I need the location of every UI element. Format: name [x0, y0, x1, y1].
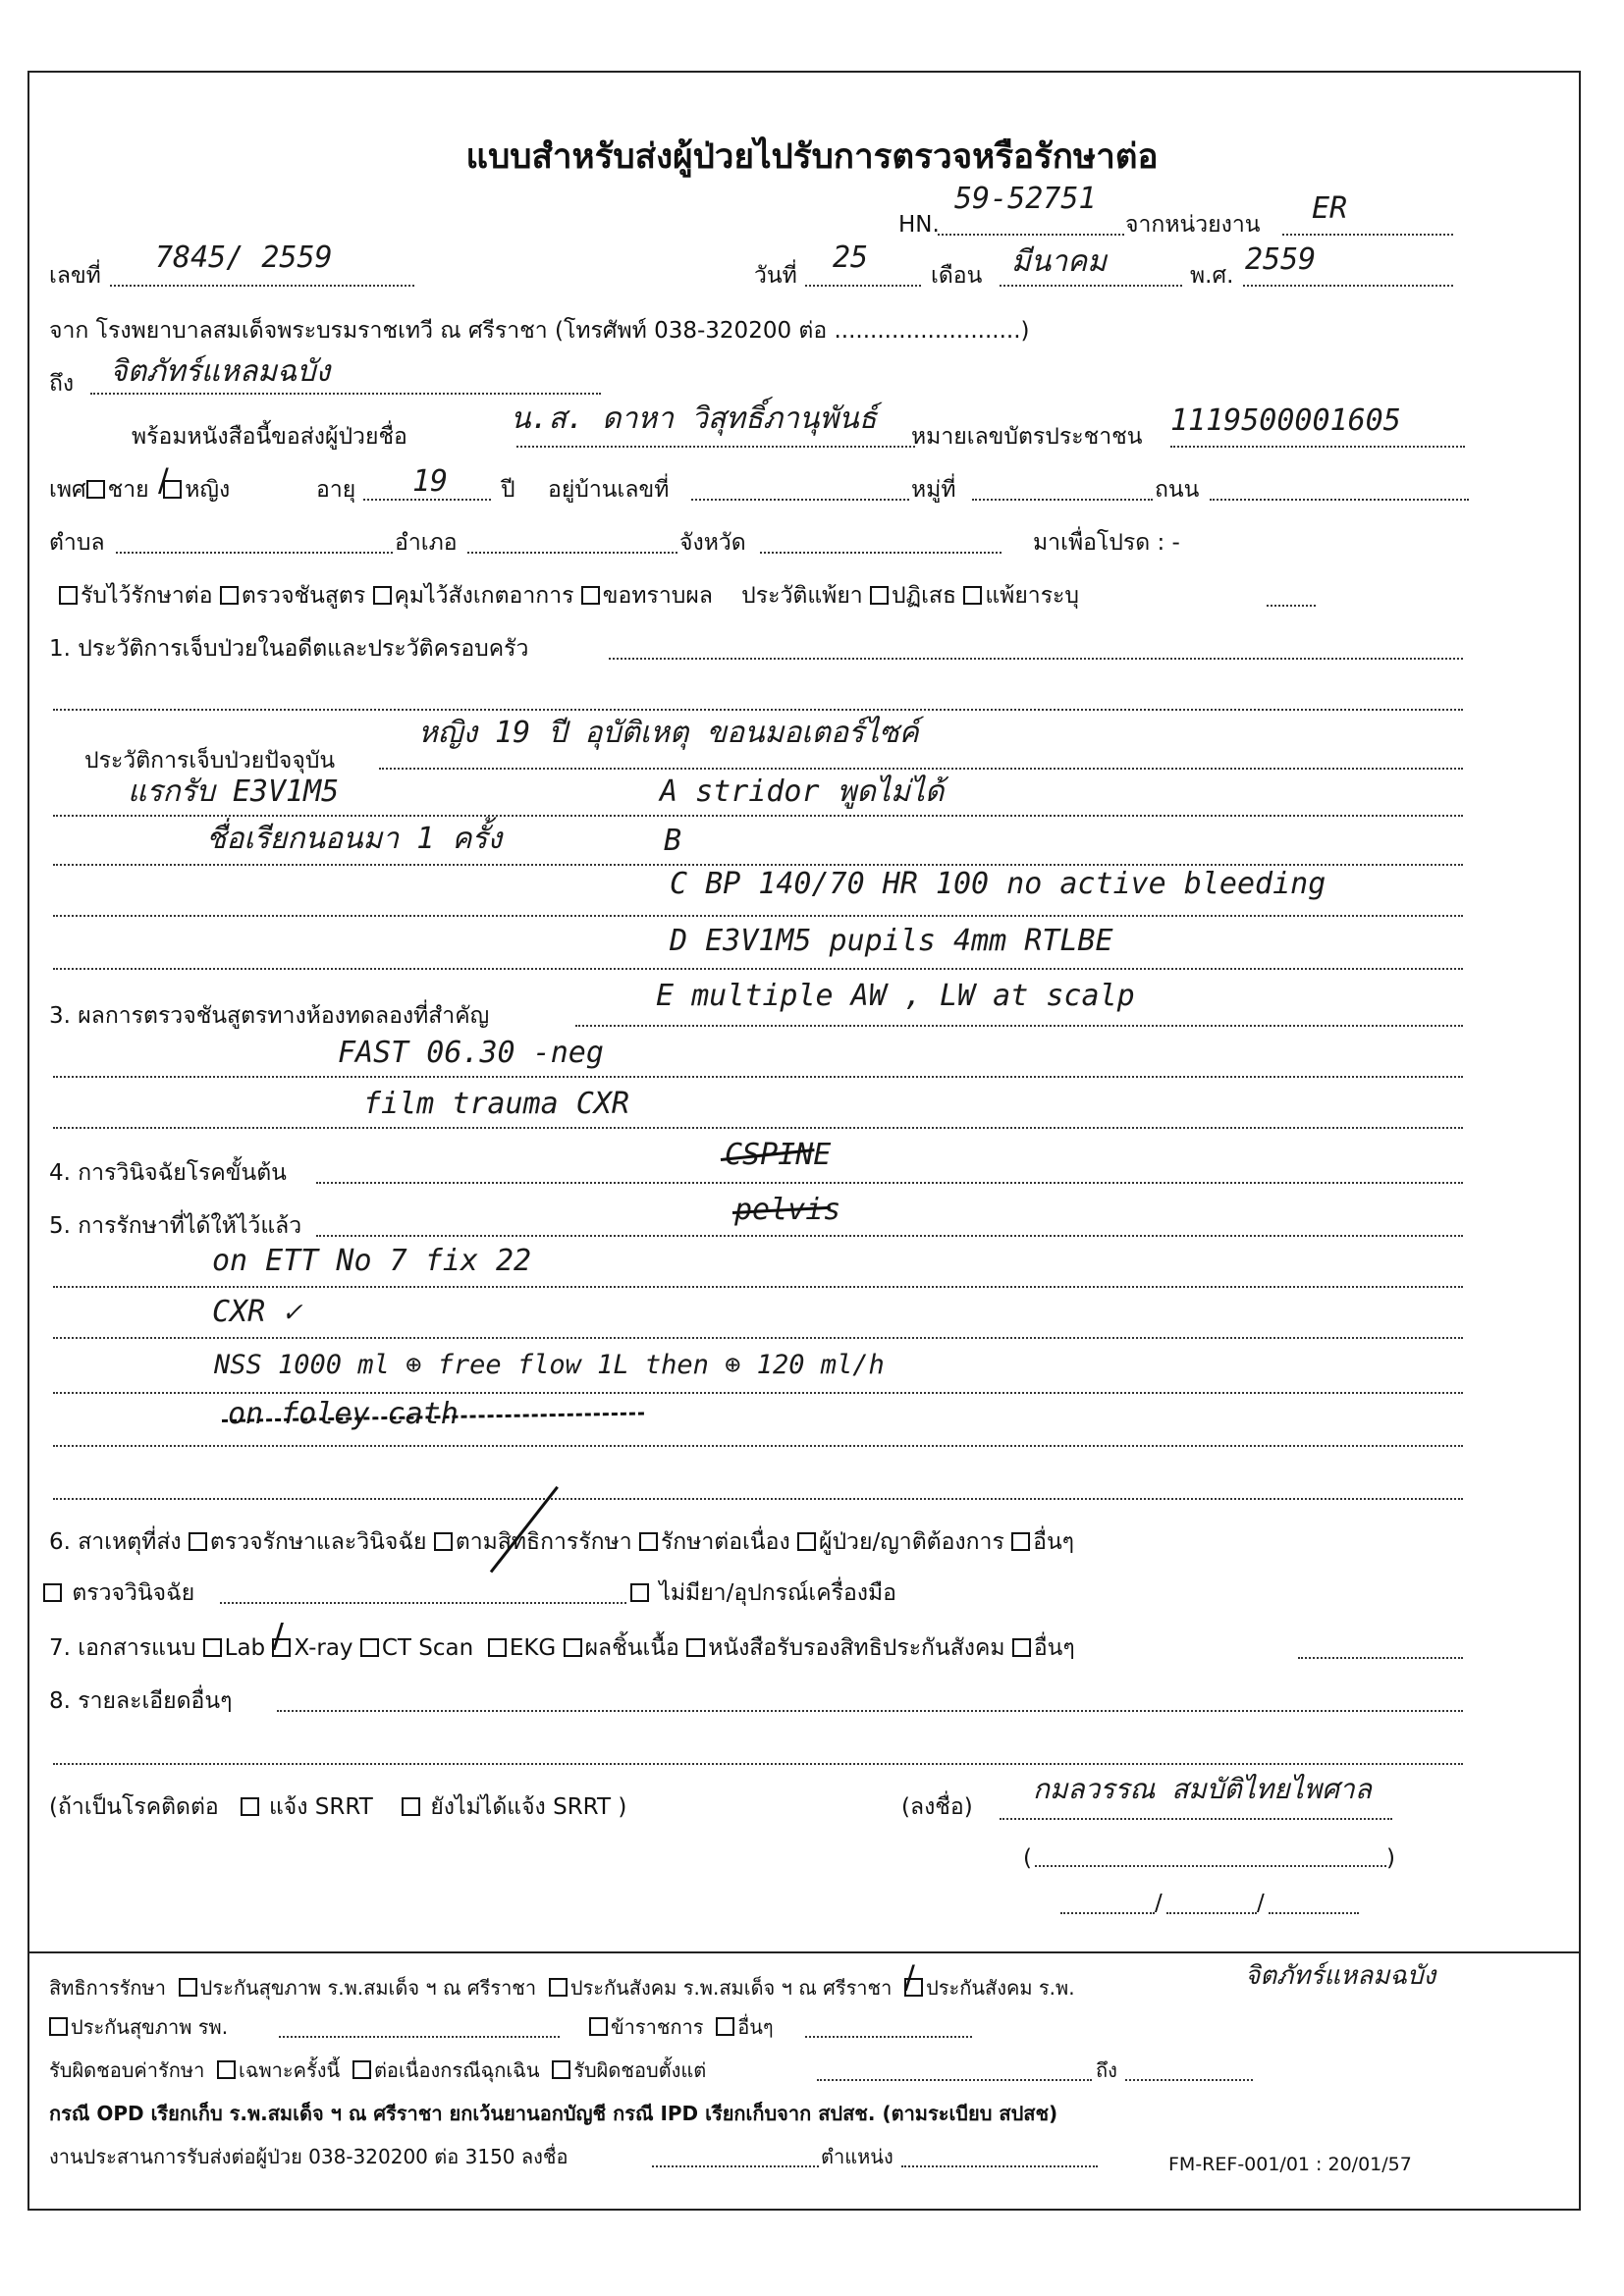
social-label: หนังสือรับรองสิทธิประกันสังคม — [708, 1635, 1005, 1661]
section-7-row — [49, 1617, 1075, 1663]
sign-paren-close: ) — [1386, 1845, 1395, 1871]
rights-other-checkbox[interactable] — [716, 2017, 734, 2036]
reason-other-checkbox[interactable] — [1011, 1532, 1030, 1551]
doc-other-label: อื่นๆ — [1033, 1635, 1075, 1661]
female-label: หญิง — [185, 477, 231, 503]
to-label: ถึง — [49, 371, 75, 397]
unit-label: จากหน่วยงาน — [1125, 212, 1261, 238]
reason-examine-checkbox[interactable] — [43, 1583, 62, 1602]
deny-checkbox[interactable] — [870, 586, 889, 605]
cost-emergency-label: ต่อเนื่องกรณีฉุกเฉิน — [373, 2058, 540, 2082]
rights-sso-checkbox[interactable] — [549, 1978, 568, 1997]
reason-diagnose-checkbox[interactable] — [189, 1532, 207, 1551]
section-5-label: 5. การรักษาที่ได้ให้ไว้แล้ว — [49, 1213, 302, 1239]
cost-once-label: เฉพาะครั้งนี้ — [239, 2058, 341, 2082]
province-label: จังหวัด — [679, 530, 746, 556]
age-label: อายุ — [316, 477, 356, 503]
male-label: ชาย — [107, 477, 149, 503]
rights-sso-other-label: ประกันสังคม ร.พ. — [926, 1976, 1075, 2000]
checkmark-icon: / — [904, 1958, 915, 1996]
section-6-row-2 — [43, 1578, 194, 1608]
year-unit: ปี — [501, 477, 515, 503]
cost-once-checkbox[interactable] — [217, 2060, 236, 2079]
social-checkbox[interactable] — [686, 1638, 705, 1657]
cost-to-label: ถึง — [1096, 2058, 1117, 2082]
allergy-label: ประวัติแพ้ยา — [741, 583, 863, 609]
section-6-row — [49, 1527, 1074, 1557]
form-title: แบบสำหรับส่งผู้ป่วยไปรับการตรวจหรือรักษาต่อ — [465, 137, 1159, 177]
rights-sso-label: ประกันสังคม ร.พ.สมเด็จ ฯ ณ ศรีราชา — [569, 1976, 893, 2000]
month-label: เดือน — [931, 263, 983, 289]
coordinator-label: งานประสานการรับส่งต่อผู้ป่วย 038-320200 ต่อ 3150 ลงชื่อ — [49, 2145, 568, 2168]
hx-line-4: C BP 140/70 HR 100 no active bleeding — [670, 867, 1326, 901]
unit-value: ER — [1312, 191, 1348, 226]
srrt-row — [49, 1792, 626, 1822]
rights-uc2-checkbox[interactable] — [49, 2017, 68, 2036]
reason-equipment-label: ไม่มียา/อุปกรณ์เครื่องมือ — [659, 1580, 896, 1606]
reason-request-label: ผู้ป่วย/ญาติต้องการ — [818, 1529, 1004, 1555]
srrt-notified-label: แจ้ง SRRT — [268, 1794, 373, 1820]
lab-check-label: ตรวจชันสูตร — [241, 583, 366, 609]
doc-other-checkbox[interactable] — [1012, 1638, 1031, 1657]
checkmark-icon: / — [272, 1617, 284, 1656]
amphoe-label: อำเภอ — [395, 530, 458, 556]
tambon-label: ตำบล — [49, 530, 105, 556]
ekg-checkbox[interactable] — [488, 1638, 507, 1657]
reason-continue-label: รักษาต่อเนื่อง — [660, 1529, 790, 1555]
rights-other-label: อื่นๆ — [737, 2015, 774, 2039]
age-value: 19 — [412, 464, 449, 499]
reason-request-checkbox[interactable] — [797, 1532, 816, 1551]
treatment-struck: pelvis — [734, 1193, 841, 1227]
month-value: มีนาคม — [1011, 244, 1107, 279]
section-2-label: ประวัติการเจ็บป่วยปัจจุบัน — [84, 748, 336, 774]
date-slash-1: / — [1155, 1891, 1163, 1916]
biopsy-checkbox[interactable] — [564, 1638, 582, 1657]
rights-gov-checkbox[interactable] — [589, 2017, 608, 2036]
rights-row-2 — [49, 2012, 228, 2042]
hx-line-5: D E3V1M5 pupils 4mm RTLBE — [670, 924, 1113, 958]
section-4-label: 4. การวินิจฉัยโรคขั้นต้น — [49, 1160, 287, 1186]
deny-label: ปฏิเสธ — [892, 583, 957, 609]
hx-line-2b: A stridor พูดไม่ได้ — [660, 774, 945, 809]
result-checkbox[interactable] — [581, 586, 600, 605]
sign-paren-open: ( — [1023, 1845, 1032, 1871]
section-8-label: 8. รายละเอียดอื่นๆ — [49, 1688, 233, 1714]
rights-row-3 — [589, 2012, 774, 2042]
footer-divider — [27, 1951, 1581, 1953]
cost-range-label: รับผิดชอบตั้งแต่ — [573, 2058, 707, 2082]
lab-check-checkbox[interactable] — [220, 586, 239, 605]
srrt-not-notified-label: ยังไม่ได้แจ้ง SRRT ) — [430, 1794, 627, 1820]
xray-label: X-ray — [294, 1635, 353, 1661]
checkmark-icon: / — [157, 461, 169, 499]
ekg-label: EKG — [509, 1635, 557, 1661]
srrt-notified-checkbox[interactable] — [241, 1797, 259, 1816]
observe-checkbox[interactable] — [373, 586, 392, 605]
cost-range-checkbox[interactable] — [552, 2060, 570, 2079]
diagnosis-value: CSPINE — [725, 1138, 832, 1172]
moo-label: หมู่ที่ — [911, 477, 956, 503]
position-label: ตำแหน่ง — [821, 2145, 893, 2168]
to-value: จิตภัทร์แหลมฉบัง — [110, 354, 331, 389]
rights-uc-label: ประกันสุขภาพ ร.พ.สมเด็จ ฯ ณ ศรีราชา — [199, 1976, 537, 2000]
rights-uc-checkbox[interactable] — [179, 1978, 197, 1997]
biopsy-label: ผลชิ้นเนื้อ — [584, 1635, 679, 1661]
hx-line-3: ชื่อเรียกนอนมา 1 ครั้ง — [206, 822, 503, 856]
section-3-label: 3. ผลการตรวจชันสูตรทางห้องทดลองที่สำคัญ — [49, 1003, 490, 1029]
lab-line-1: E multiple AW , LW at scalp — [656, 979, 1135, 1013]
reason-other-label: อื่นๆ — [1033, 1529, 1075, 1555]
sex-row — [49, 461, 231, 505]
section-6-label: 6. สาเหตุที่ส่ง — [49, 1529, 182, 1555]
hx-line-3b: B — [664, 824, 682, 858]
treatment-line-4: on foley cath — [228, 1397, 459, 1431]
male-checkbox[interactable] — [86, 480, 105, 499]
ct-label: CT Scan — [381, 1635, 474, 1661]
lab-label: Lab — [224, 1635, 266, 1661]
reason-diagnose-label: ตรวจรักษาและวินิจฉัย — [209, 1529, 427, 1555]
rights-row — [49, 1958, 1075, 2002]
cost-row — [49, 2056, 706, 2085]
reason-rights-label: ตามสิทธิการรักษา — [455, 1529, 632, 1555]
srrt-not-notified-checkbox[interactable] — [402, 1797, 420, 1816]
id-value: 1119500001605 — [1170, 403, 1401, 438]
hn-label: HN. — [898, 212, 940, 238]
signature-value: กมลวรรณ สมบัติไทยไพศาล — [1033, 1773, 1372, 1805]
section-7-label: 7. เอกสารแนบ — [49, 1635, 196, 1661]
sign-label: (ลงชื่อ) — [901, 1794, 973, 1820]
patient-name-label: พร้อมหนังสือนี้ขอส่งผู้ป่วยชื่อ — [132, 424, 407, 450]
cost-emergency-checkbox[interactable] — [352, 2060, 371, 2079]
no-label: เลขที่ — [49, 263, 101, 289]
purpose-options — [59, 581, 1079, 611]
patient-name-value: น.ส. ดาหา วิสุทธิ์ภานุพันธ์ — [511, 401, 877, 436]
date-slash-2: / — [1257, 1891, 1265, 1916]
treatment-line-3: NSS 1000 ml ⊕ free flow 1L then ⊕ 120 ml/h — [214, 1350, 885, 1380]
srrt-lead: (ถ้าเป็นโรคติดต่อ — [49, 1794, 219, 1820]
section-1-label: 1. ประวัติการเจ็บป่วยในอดีตและประวัติครอบครัว — [49, 636, 529, 662]
observe-label: คุมไว้สังเกตอาการ — [394, 583, 574, 609]
day-label: วันที่ — [754, 263, 797, 289]
lab-line-2: FAST 06.30 -neg — [338, 1036, 604, 1070]
year-label: พ.ศ. — [1190, 263, 1234, 289]
admit-label: รับไว้รักษาต่อ — [81, 583, 213, 609]
drug-label: แพ้ยาระบุ — [985, 583, 1080, 609]
reason-equipment-checkbox[interactable] — [630, 1583, 649, 1602]
treatment-line-1: on ETT No 7 fix 22 — [212, 1244, 532, 1278]
from-line: จาก โรงพยาบาลสมเด็จพระบรมราชเทวี ณ ศรีราชา (โทรศัพท์ 038-320200 ต่อ ..........................) — [49, 318, 1030, 344]
treatment-line-2: CXR ✓ — [212, 1295, 301, 1329]
admit-checkbox[interactable] — [59, 586, 78, 605]
ct-checkbox[interactable] — [360, 1638, 379, 1657]
reason-examine-label: ตรวจวินิจฉัย — [72, 1580, 195, 1606]
purpose-label: มาเพื่อโปรด : - — [1033, 530, 1180, 556]
billing-note: กรณี OPD เรียกเก็บ ร.พ.สมเด็จ ฯ ณ ศรีราชา ยกเว้นยานอกบัญชี กรณี IPD เรียกเก็บจาก สปสช. (ตามระเบียบ สปสช) — [49, 2102, 1058, 2125]
rights-hospital-value: จิตภัทร์แหลมฉบัง — [1245, 1961, 1436, 1991]
rights-gov-label: ข้าราชการ — [611, 2015, 704, 2039]
lab-checkbox[interactable] — [203, 1638, 222, 1657]
rights-uc2-label: ประกันสุขภาพ รพ. — [71, 2015, 229, 2039]
result-label: ขอทราบผล — [602, 583, 713, 609]
section-6-row-3 — [630, 1578, 896, 1608]
day-value: 25 — [833, 240, 869, 275]
hx-line-2: แรกรับ E3V1M5 — [128, 774, 340, 809]
road-label: ถนน — [1155, 477, 1200, 503]
hx-line-1: หญิง 19 ปี อุบัติเหตุ ขอนมอเตอร์ไซค์ — [418, 716, 919, 750]
lab-line-3: film trauma CXR — [363, 1087, 629, 1121]
year-value: 2559 — [1245, 242, 1317, 277]
hn-value: 59-52751 — [954, 182, 1097, 216]
id-label: หมายเลขบัตรประชาชน — [911, 424, 1143, 450]
reason-continue-checkbox[interactable] — [639, 1532, 658, 1551]
no-value: 7845/ 2559 — [155, 240, 333, 275]
cost-label: รับผิดชอบค่ารักษา — [49, 2058, 205, 2082]
reason-rights-checkbox[interactable] — [434, 1532, 453, 1551]
drug-checkbox[interactable] — [963, 586, 982, 605]
sex-label: เพศ — [49, 477, 86, 503]
house-label: อยู่บ้านเลขที่ — [548, 477, 670, 503]
form-code: FM-REF-001/01 : 20/01/57 — [1168, 2154, 1412, 2175]
rights-label: สิทธิการรักษา — [49, 1976, 166, 2000]
